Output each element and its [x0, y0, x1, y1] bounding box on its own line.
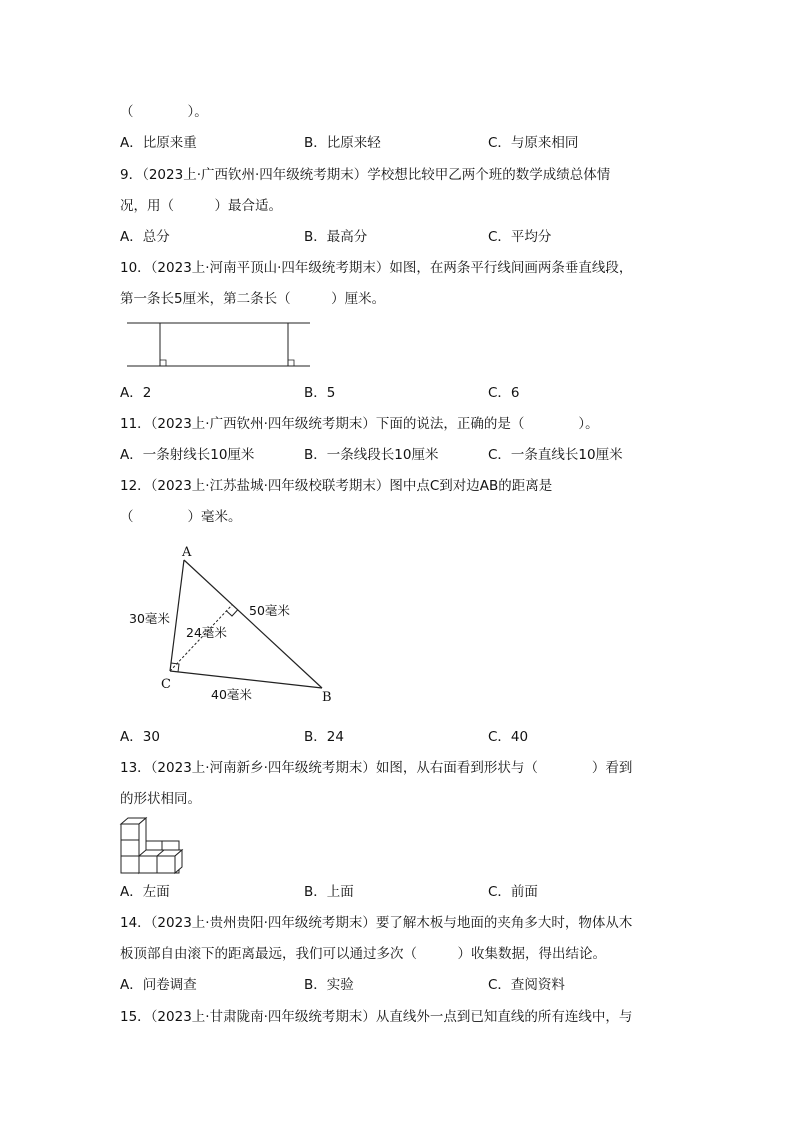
q10-option-b[interactable]: B．5	[304, 385, 336, 401]
right-angle-mark-d	[227, 610, 238, 616]
q11-stem-line1: 11．（2023上·广西钦州·四年级统考期末）下面的说法，正确的是（ ）。	[120, 416, 599, 432]
right-angle-mark-2	[288, 360, 294, 366]
q8-option-b[interactable]: B．比原来轻	[304, 135, 381, 151]
q13-option-c[interactable]: C．前面	[488, 884, 538, 900]
side-ab	[184, 560, 322, 688]
cube-col-bot	[121, 856, 139, 873]
vertex-b-label: B	[322, 690, 332, 705]
q14-option-c[interactable]: C．查阅资料	[488, 977, 565, 993]
q12-option-a[interactable]: A．30	[120, 729, 160, 745]
q9-option-a[interactable]: A．总分	[120, 229, 170, 245]
q8-option-c[interactable]: C．与原来相同	[488, 135, 579, 151]
q13-options	[120, 883, 680, 901]
q14-option-b[interactable]: B．实验	[304, 977, 354, 993]
q12-stem-line2: （ ）毫米。	[120, 509, 242, 525]
q9-stem-line2: 况，用（ ）最合适。	[120, 198, 282, 214]
cube-col-mid	[121, 840, 139, 856]
q9-stem-line1: 9．（2023上·广西钦州·四年级统考期末）学校想比较甲乙两个班的数学成绩总体情	[120, 167, 611, 183]
q15-stem-line1: 15．（2023上·甘肃陇南·四年级统考期末）从直线外一点到已知直线的所有连线中，与	[120, 1009, 633, 1025]
q11-option-a[interactable]: A．一条射线长10厘米	[120, 447, 255, 463]
q10-option-a[interactable]: A．2	[120, 385, 152, 401]
q13-stem-line1: 13．（2023上·河南新乡·四年级统考期末）如图，从右面看到形状与（ ）看到	[120, 760, 633, 776]
cube-col-top	[121, 824, 139, 840]
label-height-length: 24毫米	[186, 625, 227, 640]
q10-option-c[interactable]: C．6	[488, 385, 520, 401]
cube-front-1	[139, 856, 157, 873]
q10-stem-line1: 10．（2023上·河南平顶山·四年级统考期末）如图，在两条平行线间画两条垂直线段，	[120, 260, 633, 276]
label-ac-length: 30毫米	[129, 611, 170, 626]
q12-option-b[interactable]: B．24	[304, 729, 344, 745]
parallel-lines-figure	[120, 318, 320, 372]
q9-options	[120, 228, 680, 246]
q12-option-c[interactable]: C．40	[488, 729, 529, 745]
label-ab-length: 50毫米	[249, 603, 290, 618]
q12-stem-line1: 12．（2023上·江苏盐城·四年级校联考期末）图中点C到对边AB的距离是	[120, 478, 553, 494]
q10-stem-line2: 第一条长5厘米，第二条长（ ）厘米。	[120, 291, 386, 307]
q9-option-b[interactable]: B．最高分	[304, 229, 368, 245]
vertex-c-label: C	[161, 677, 171, 692]
q8-option-a[interactable]: A．比原来重	[120, 135, 197, 151]
q14-stem-line1: 14．（2023上·贵州贵阳·四年级统考期末）要了解木板与地面的夹角多大时，物体从木	[120, 915, 633, 931]
right-angle-mark-1	[160, 360, 166, 366]
q14-options	[120, 976, 680, 994]
q11-options	[120, 446, 680, 464]
q10-options	[120, 384, 680, 402]
q13-option-b[interactable]: B．上面	[304, 884, 354, 900]
q13-option-a[interactable]: A．左面	[120, 884, 170, 900]
q12-options	[120, 728, 680, 746]
q9-option-c[interactable]: C．平均分	[488, 229, 552, 245]
label-cb-length: 40毫米	[211, 687, 252, 702]
q13-stem-line2: 的形状相同。	[120, 791, 201, 807]
q8-tail: （ ）。	[120, 104, 208, 120]
q14-option-a[interactable]: A．问卷调查	[120, 977, 197, 993]
q11-option-c[interactable]: C．一条直线长10厘米	[488, 447, 623, 463]
q8-options	[120, 134, 680, 152]
q11-option-b[interactable]: B．一条线段长10厘米	[304, 447, 439, 463]
side-cb	[170, 671, 322, 688]
cube-stack-figure	[118, 814, 188, 876]
side-ac	[170, 560, 184, 671]
q14-stem-line2: 板顶部自由滚下的距离最远，我们可以通过多次（ ）收集数据，得出结论。	[120, 946, 606, 962]
cube-front-2	[157, 856, 175, 873]
triangle-figure	[120, 540, 350, 710]
vertex-a-label: A	[182, 545, 192, 560]
